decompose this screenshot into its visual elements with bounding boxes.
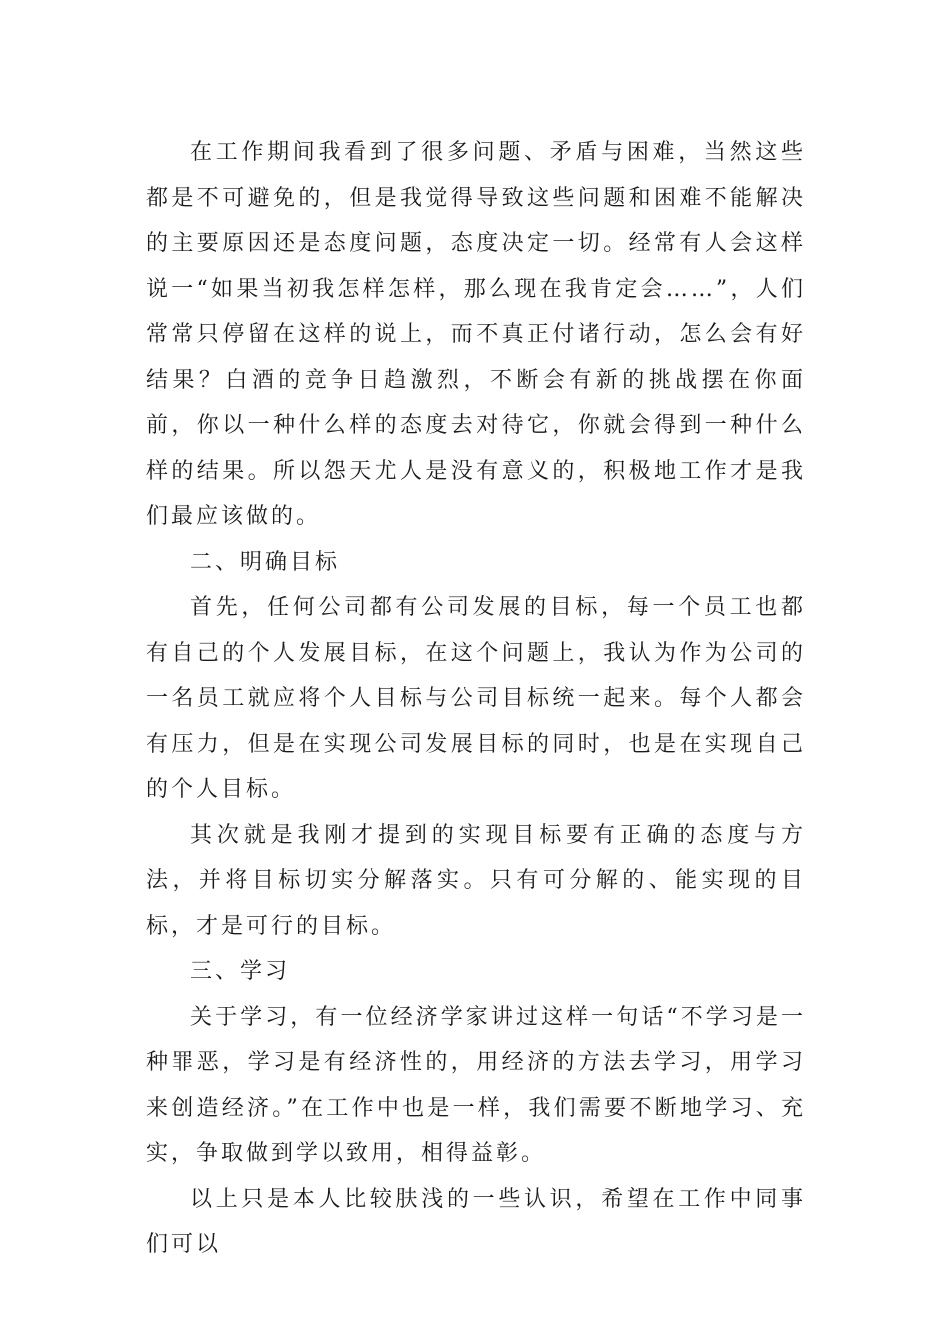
section-heading-goals: 二、明确目标 [190,549,341,575]
paragraph-goals-first: 首先，任何公司都有公司发展的目标，每一个员工也都有自己的个人发展目标，在这个问题上，我认为作为公司的一名员工就应将个人目标与公司目标统一起来。每个人都会有压力，但是在实现公司发展目标的同时，也是在实现自己的个人目标。 [146,595,806,802]
paragraph-attitude: 在工作期间我看到了很多问题、矛盾与困难，当然这些都是不可避免的，但是我觉得导致这些问题和困难不能解决的主要原因还是态度问题，态度决定一切。经常有人会这样说一“如果当初我怎样怎样，那么现在我肯定会……”，人们常常只停留在这样的说上，而不真正付诸行动，怎么会有好结果？白酒的竞争日趋激烈，不断会有新的挑战摆在你面前，你以一种什么样的态度去对待它，你就会得到一种什么样的结果。所以怨天尤人是没有意义的，积极地工作才是我们最应该做的。 [146,140,806,529]
paragraph-learning: 关于学习，有一位经济学家讲过这样一句话“不学习是一种罪恶，学习是有经济性的，用经济的方法去学习，用学习来创造经济。”在工作中也是一样，我们需要不断地学习、充实，争取做到学以致用，相得益彰。 [146,1004,806,1166]
document-body [146,130,806,1268]
section-heading-learning: 三、学习 [190,959,291,984]
paragraph-goals-second: 其次就是我刚才提到的实现目标要有正确的态度与方法，并将目标切实分解落实。只有可分解的、能实现的目标，才是可行的目标。 [146,822,806,939]
paragraph-closing: 以上只是本人比较肤浅的一些认识，希望在工作中同事们可以 [146,1186,806,1257]
